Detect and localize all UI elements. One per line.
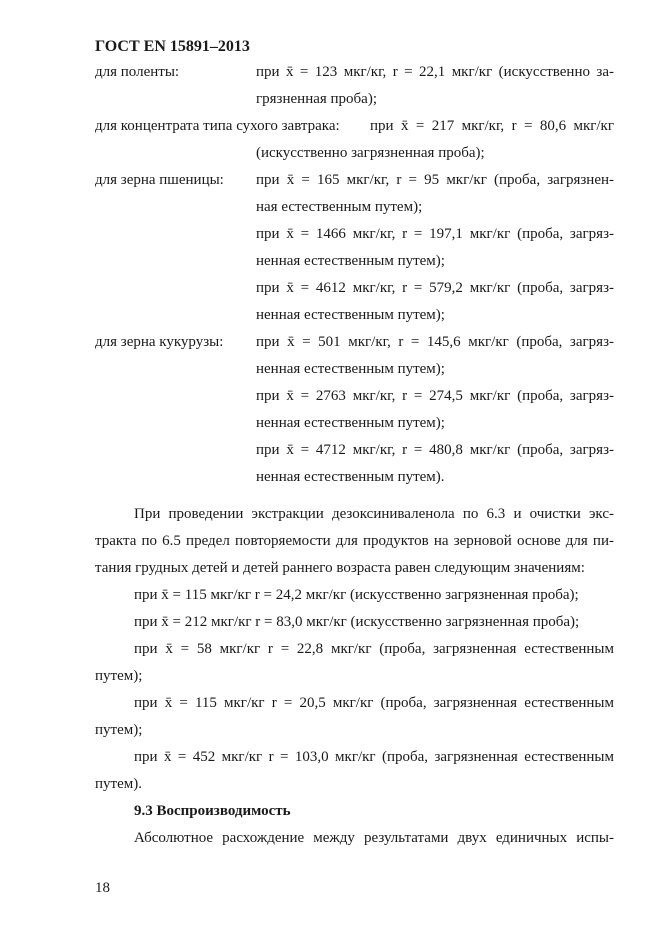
paragraph-line-text: тания грудных детей и детей раннего возраста равен следующим значениям: (95, 560, 585, 576)
paragraph-line (95, 560, 614, 577)
row-label: для зерна пшеницы: (95, 172, 224, 188)
section-heading: 9.3 Воспроизводимость (134, 803, 291, 819)
row-value-line (256, 172, 614, 189)
row-value-line (256, 253, 614, 270)
paragraph-line (134, 506, 614, 523)
row-value-text: при x̄ = 123 мкг/кг, r = 22,1 мкг/кг (искусственно за- (256, 64, 614, 80)
paragraph-line (95, 533, 614, 550)
row-value-line (256, 91, 614, 108)
condition-line-text: путем); (95, 668, 143, 684)
row-value-text: ненная естественным путем); (256, 361, 445, 377)
row-value-line (256, 469, 614, 486)
row-value-text: при x̄ = 1466 мкг/кг, r = 197,1 мкг/кг (проба, загряз- (256, 226, 614, 242)
row-value-line (256, 226, 614, 243)
row-value-text: ная естественным путем); (256, 199, 423, 215)
condition-line-text: при x̄ = 212 мкг/кг r = 83,0 мкг/кг (искусственно загрязненная проба); (134, 614, 580, 630)
row-value-text: ненная естественным путем); (256, 307, 445, 323)
row-value-text: (искусственно загрязненная проба); (256, 145, 485, 161)
condition-line (134, 749, 614, 766)
paragraph-line-text: тракта по 6.5 предел повторяемости для продуктов на зерновой основе для пи- (95, 533, 614, 549)
condition-line-text: при x̄ = 452 мкг/кг r = 103,0 мкг/кг (проба, загрязненная естественным (134, 749, 614, 765)
row-value-text: при x̄ = 165 мкг/кг, r = 95 мкг/кг (проба, загрязнен- (256, 172, 614, 188)
row-value-line (256, 64, 614, 81)
row-value-text: ненная естественным путем); (256, 415, 445, 431)
row-value-text: при x̄ = 4612 мкг/кг, r = 579,2 мкг/кг (проба, загряз- (256, 280, 614, 296)
condition-line-text: при x̄ = 115 мкг/кг r = 24,2 мкг/кг (искусственно загрязненная проба); (134, 587, 579, 603)
row-value-line (256, 442, 614, 459)
row-label: для концентрата типа сухого завтрака: (95, 118, 340, 134)
condition-line (134, 614, 614, 631)
condition-line-text: при x̄ = 115 мкг/кг r = 20,5 мкг/кг (проба, загрязненная естественным (134, 695, 614, 711)
page-number: 18 (95, 880, 110, 896)
row-label: для зерна кукурузы: (95, 334, 224, 350)
row-value-text: при x̄ = 217 мкг/кг, r = 80,6 мкг/кг (370, 118, 614, 134)
row-value-text: при x̄ = 501 мкг/кг, r = 145,6 мкг/кг (проба, загряз- (256, 334, 614, 350)
row-value-text: ненная естественным путем). (256, 469, 445, 485)
row-value-line (256, 280, 614, 297)
paragraph-line-text: При проведении экстракции дезоксиниваленола по 6.3 и очистки экс- (134, 506, 614, 522)
row-value-line (370, 118, 614, 135)
row-value-text: при x̄ = 2763 мкг/кг, r = 274,5 мкг/кг (проба, загряз- (256, 388, 614, 404)
row-value-text: грязненная проба); (256, 91, 378, 107)
condition-line (134, 587, 614, 604)
row-value-line (256, 145, 614, 162)
condition-line (134, 695, 614, 712)
row-value-text: ненная естественным путем); (256, 253, 445, 269)
condition-line-text: путем); (95, 722, 143, 738)
condition-line-text: путем). (95, 776, 142, 792)
condition-line (134, 641, 614, 658)
section-text: Абсолютное расхождение между результатами двух единичных испы- (134, 830, 614, 846)
row-value-text: при x̄ = 4712 мкг/кг, r = 480,8 мкг/кг (проба, загряз- (256, 442, 614, 458)
row-value-line (256, 388, 614, 405)
condition-line (95, 722, 614, 739)
row-value-line (256, 334, 614, 351)
row-label: для поленты: (95, 64, 180, 80)
document-header: ГОСТ EN 15891–2013 (95, 38, 250, 55)
row-value-line (256, 361, 614, 378)
condition-line (95, 668, 614, 685)
condition-line-text: при x̄ = 58 мкг/кг r = 22,8 мкг/кг (проба, загрязненная естественным (134, 641, 614, 657)
row-value-line (256, 199, 614, 216)
row-value-line (256, 415, 614, 432)
condition-line (95, 776, 614, 793)
row-value-line (256, 307, 614, 324)
